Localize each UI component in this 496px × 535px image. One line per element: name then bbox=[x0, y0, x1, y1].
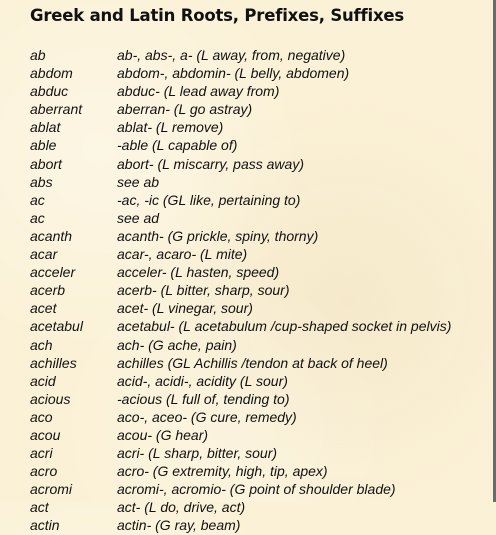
root-term: acious bbox=[30, 390, 71, 407]
root-definition: abduc- (L lead away from) bbox=[117, 83, 280, 100]
root-definition: -able (L capable of) bbox=[117, 137, 238, 154]
root-term: acou bbox=[30, 426, 61, 443]
root-term: acid bbox=[30, 372, 56, 389]
root-definition: see ab bbox=[117, 173, 160, 190]
root-term: ac bbox=[30, 191, 45, 208]
root-definition: abort- (L miscarry, pass away) bbox=[117, 155, 304, 172]
list-item bbox=[30, 462, 492, 480]
root-term: acromi bbox=[30, 481, 73, 498]
list-item bbox=[30, 281, 492, 299]
list-item bbox=[30, 118, 492, 136]
root-term: abduc bbox=[30, 83, 69, 100]
list-item bbox=[30, 444, 492, 462]
roots-list bbox=[30, 46, 492, 535]
root-term: achilles bbox=[30, 354, 77, 371]
list-item bbox=[30, 46, 492, 64]
list-item bbox=[30, 64, 492, 82]
list-item bbox=[30, 354, 492, 372]
root-term: acetabul bbox=[30, 318, 83, 335]
root-definition: acromi-, acromio- (G point of shoulder blade) bbox=[117, 481, 396, 498]
root-term: actin bbox=[30, 517, 60, 534]
root-term: acar bbox=[30, 246, 58, 263]
root-definition: ach- (G ache, pain) bbox=[117, 336, 237, 353]
root-definition: acceler- (L hasten, speed) bbox=[117, 264, 280, 281]
list-item bbox=[30, 426, 492, 444]
root-term: abort bbox=[30, 155, 62, 172]
list-item bbox=[30, 82, 492, 100]
root-term: able bbox=[30, 137, 57, 154]
list-item bbox=[30, 209, 492, 227]
list-item bbox=[30, 155, 492, 173]
root-term: ab bbox=[30, 47, 46, 63]
root-term: acceler bbox=[30, 264, 76, 281]
root-term: aco bbox=[30, 408, 53, 425]
root-term: act bbox=[30, 499, 49, 516]
root-definition: acar-, acaro- (L mite) bbox=[117, 246, 248, 263]
root-definition: ablat- (L remove) bbox=[117, 119, 224, 136]
root-definition: actin- (G ray, beam) bbox=[117, 517, 241, 534]
root-term: acet bbox=[30, 300, 57, 317]
list-item bbox=[30, 498, 492, 516]
root-definition: -acious (L full of, tending to) bbox=[117, 390, 290, 407]
root-definition: achilles (GL Achillis /tendon at back of heel) bbox=[117, 354, 388, 371]
root-term: ablat bbox=[30, 119, 61, 136]
root-definition: act- (L do, drive, act) bbox=[117, 499, 246, 516]
list-item bbox=[30, 263, 492, 281]
list-item bbox=[30, 227, 492, 245]
root-definition: ab-, abs-, a- (L away, from, negative) bbox=[117, 47, 346, 63]
root-term: acerb bbox=[30, 282, 66, 299]
root-definition: acro- (G extremity, high, tip, apex) bbox=[117, 463, 328, 480]
page-title: Greek and Latin Roots, Prefixes, Suffixes bbox=[30, 6, 405, 25]
list-item bbox=[30, 390, 492, 408]
list-item bbox=[30, 299, 492, 317]
root-definition: aco-, aceo- (G cure, remedy) bbox=[117, 408, 297, 425]
root-term: acro bbox=[30, 463, 58, 480]
root-term: abs bbox=[30, 173, 53, 190]
root-definition: -ac, -ic (GL like, pertaining to) bbox=[117, 191, 301, 208]
list-item bbox=[30, 100, 492, 118]
list-item bbox=[30, 372, 492, 390]
root-definition: acou- (G hear) bbox=[117, 426, 209, 443]
root-definition: aberran- (L go astray) bbox=[117, 101, 253, 118]
list-item bbox=[30, 408, 492, 426]
list-item bbox=[30, 191, 492, 209]
root-term: acri bbox=[30, 445, 53, 462]
list-item bbox=[30, 480, 492, 498]
list-item bbox=[30, 173, 492, 191]
root-term: aberrant bbox=[30, 101, 83, 118]
root-term: ac bbox=[30, 209, 45, 226]
list-item bbox=[30, 245, 492, 263]
root-definition: acet- (L vinegar, sour) bbox=[117, 300, 253, 317]
list-item bbox=[30, 516, 492, 534]
root-definition: abdom-, abdomin- (L belly, abdomen) bbox=[117, 65, 350, 82]
list-item bbox=[30, 136, 492, 154]
root-definition: acri- (L sharp, bitter, sour) bbox=[117, 445, 278, 462]
root-term: abdom bbox=[30, 65, 73, 82]
root-definition: acanth- (G prickle, spiny, thorny) bbox=[117, 227, 319, 244]
root-definition: see ad bbox=[117, 209, 160, 226]
list-item bbox=[30, 336, 492, 354]
root-definition: acid-, acidi-, acidity (L sour) bbox=[117, 372, 288, 389]
root-term: acanth bbox=[30, 227, 73, 244]
root-definition: acetabul- (L acetabulum /cup-shaped socket in pelvis) bbox=[117, 318, 452, 335]
root-definition: acerb- (L bitter, sharp, sour) bbox=[117, 282, 290, 299]
list-item bbox=[30, 317, 492, 335]
root-term: ach bbox=[30, 336, 53, 353]
